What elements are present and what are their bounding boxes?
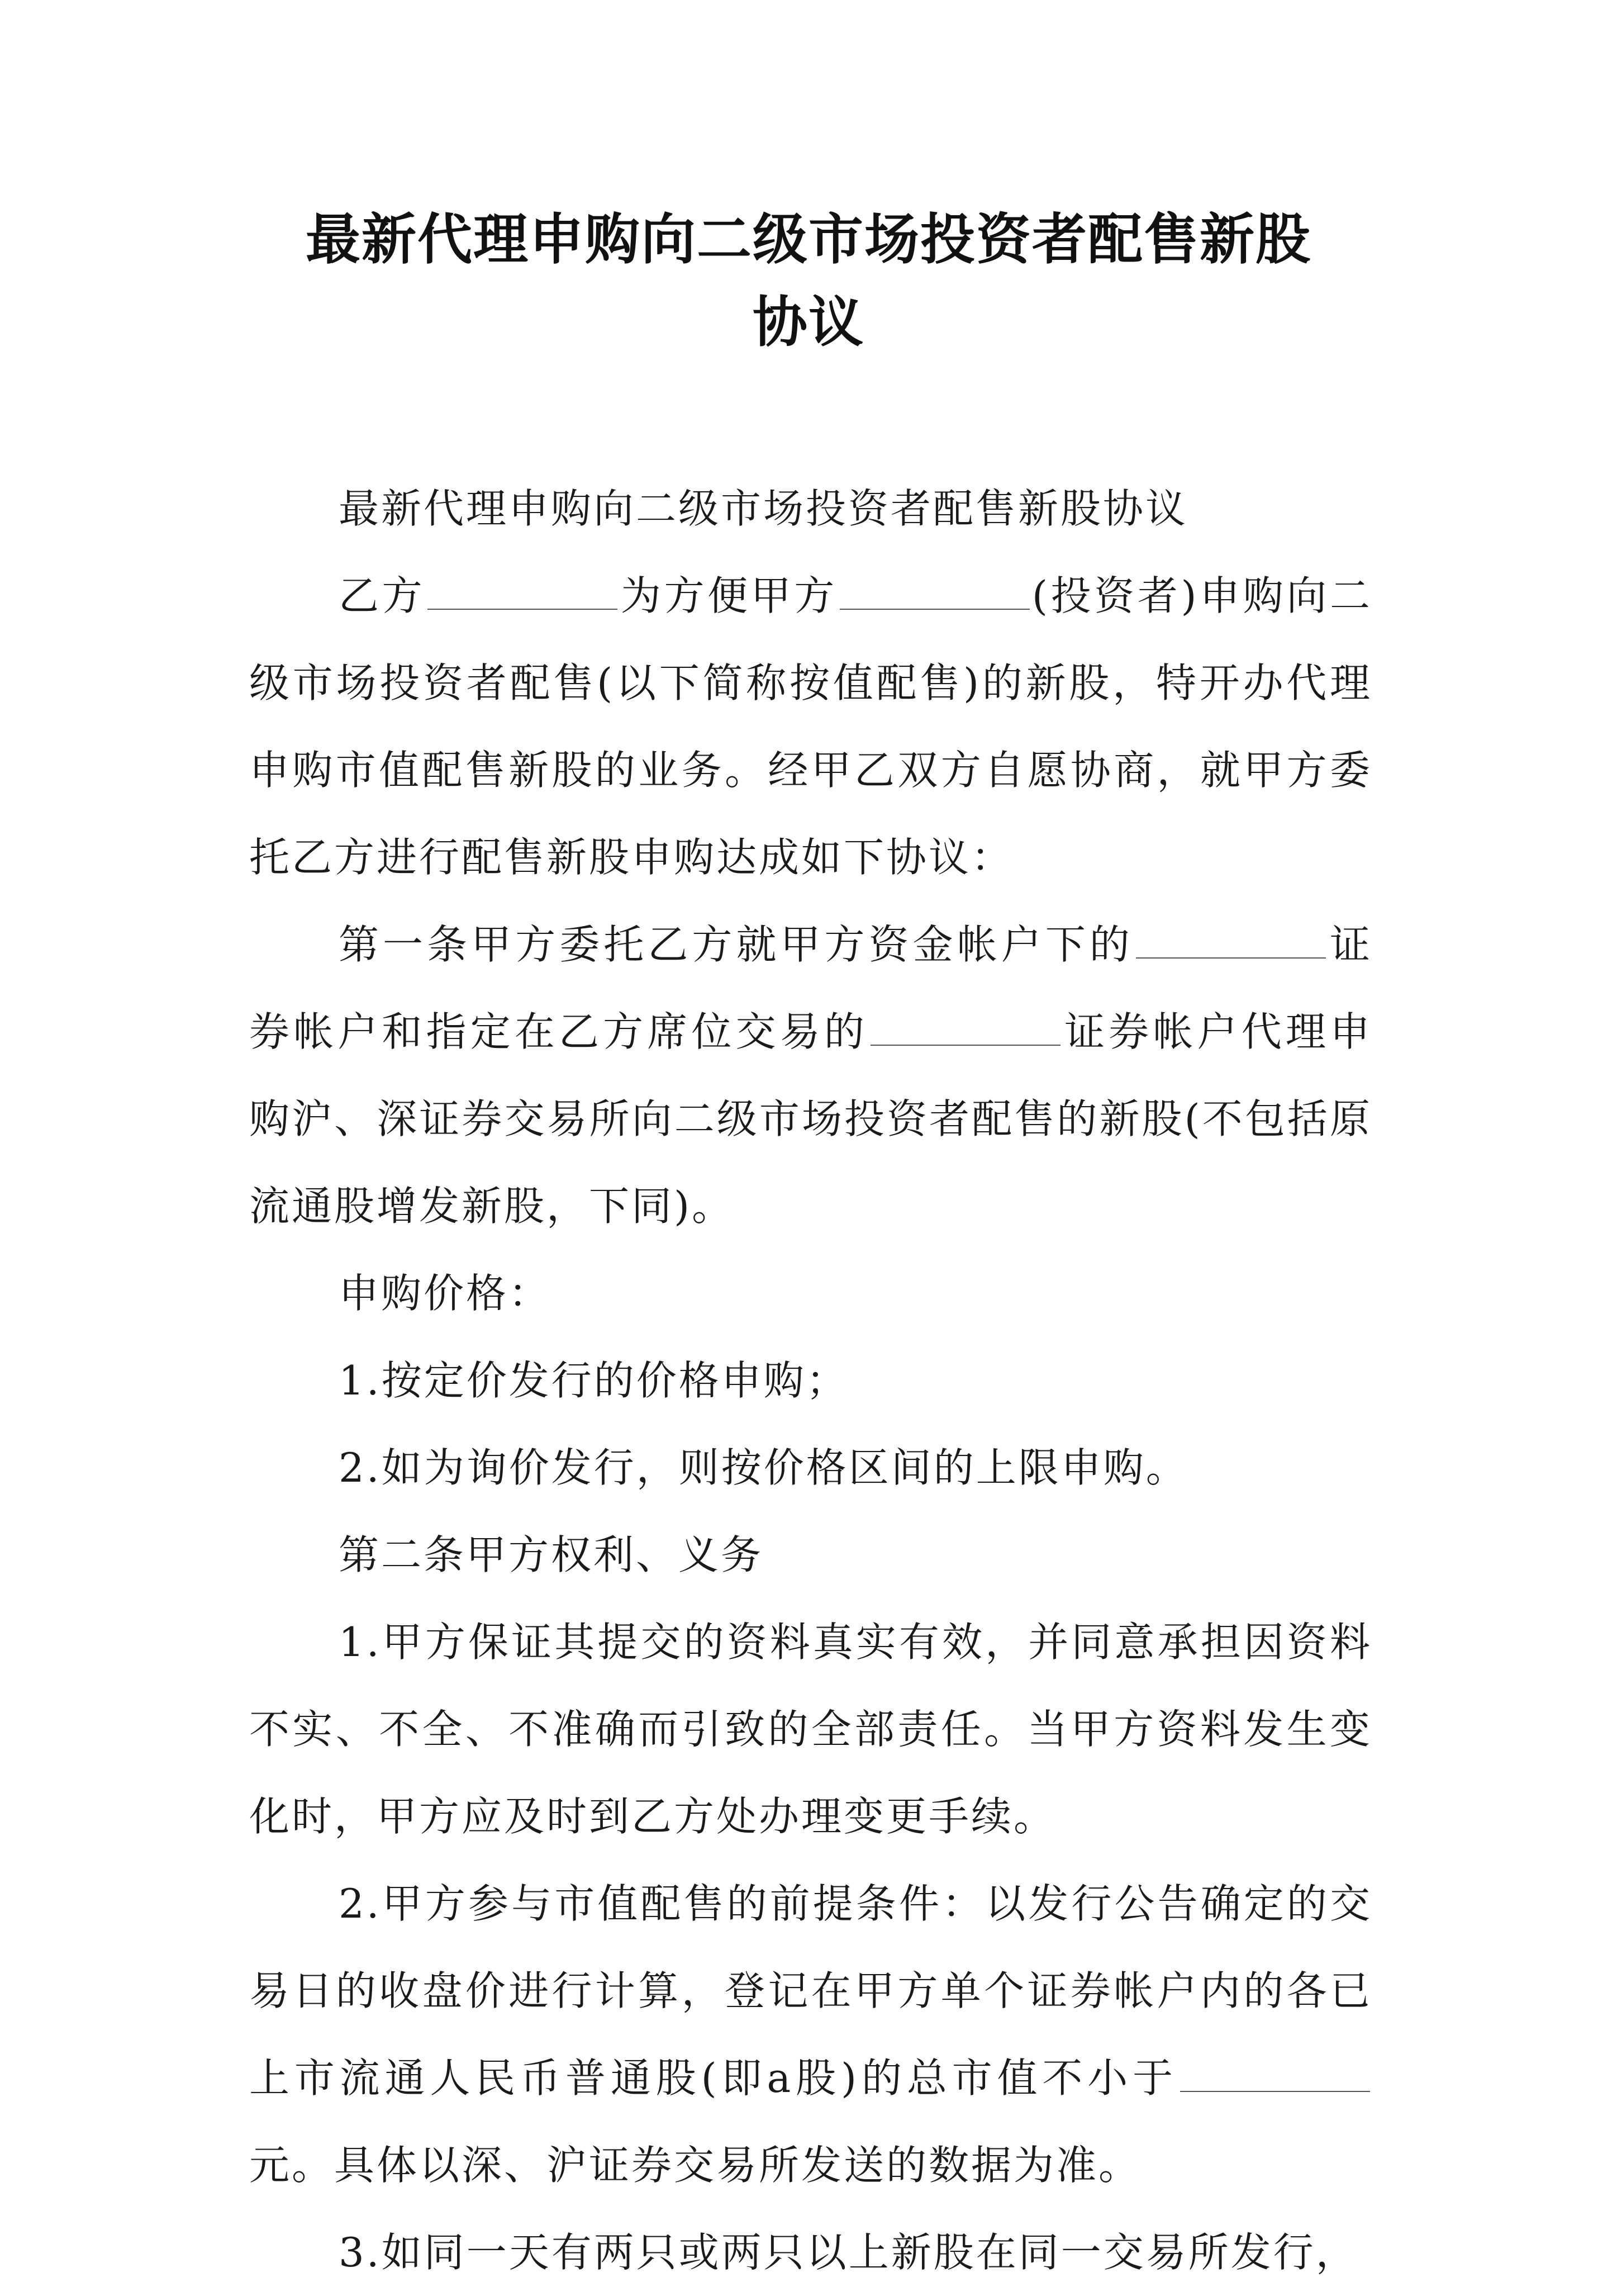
document-body: [249, 465, 1372, 2296]
paragraph-article-2-item-3: [249, 2209, 1372, 2296]
paragraph-intro: [249, 552, 1372, 901]
paragraph-text: 乙方: [339, 572, 426, 619]
paragraph-text: 证券帐户和指定在乙方席位交易的: [249, 921, 1372, 1055]
paragraph-text: 2.如为询价发行，则按价格区间的上限申购。: [339, 1444, 1188, 1491]
securities-account-blank: [871, 1011, 1060, 1046]
paragraph-text: 第一条甲方委托乙方就甲方资金帐户下的: [339, 921, 1134, 968]
title-line: 协议: [752, 291, 864, 354]
paragraph-text: 2.甲方参与市值配售的前提条件：以发行公告确定的交易日的收盘价进行计算，登记在甲方单个证券帐户内的各已上市流通人民币普通股(即a股)的总市值不小于: [249, 1880, 1372, 2101]
securities-account-blank: [1136, 924, 1326, 959]
paragraph-article-2-heading: [249, 1511, 1372, 1598]
paragraph-text: 第二条甲方权利、义务: [339, 1531, 764, 1578]
party-b-name-blank: [427, 575, 617, 610]
paragraph-text: 3.如同一天有两只或两只以上新股在同一交易所发行，: [339, 2229, 1358, 2276]
paragraph-text: 证券帐户代理申购沪、深证券交易所向二级市场投资者配售的新股(不包括原流通股增发新股，下同)。: [249, 1008, 1372, 1230]
paragraph-text: 元。具体以深、沪证券交易所发送的数据为准。: [249, 2142, 1142, 2189]
market-value-blank: [1180, 2057, 1370, 2092]
paragraph-article-2-item-2: [249, 1860, 1372, 2209]
paragraph-text: 最新代理申购向二级市场投资者配售新股协议: [339, 485, 1188, 532]
paragraph-price-item-2: [249, 1424, 1372, 1511]
party-a-name-blank: [840, 575, 1030, 610]
title-line: 最新代理申购向二级市场投资者配售新股: [305, 208, 1311, 272]
paragraph-text: (投资者)申购向二级市场投资者配售(以下简称按值配售)的新股，特开办代理申购市值配售新股的业务。经甲乙双方自愿协商，就甲方委托乙方进行配售新股申购达成如下协议：: [249, 572, 1372, 881]
paragraph-price-item-1: [249, 1337, 1372, 1424]
paragraph-article-2-item-1: [249, 1598, 1372, 1860]
paragraph-text: 1.甲方保证其提交的资料真实有效，并同意承担因资料不实、不全、不准确而引致的全部责任。当甲方资料发生变化时，甲方应及时到乙方处办理变更手续。: [249, 1619, 1372, 1840]
paragraph-price-heading: [249, 1250, 1372, 1337]
paragraph-heading: [249, 465, 1372, 552]
paragraph-article-1: [249, 901, 1372, 1250]
paragraph-text: 为方便甲方: [620, 572, 838, 619]
paragraph-text: 1.按定价发行的价格申购；: [339, 1357, 849, 1404]
paragraph-text: 申购价格：: [339, 1270, 551, 1317]
document-title: [212, 198, 1405, 364]
